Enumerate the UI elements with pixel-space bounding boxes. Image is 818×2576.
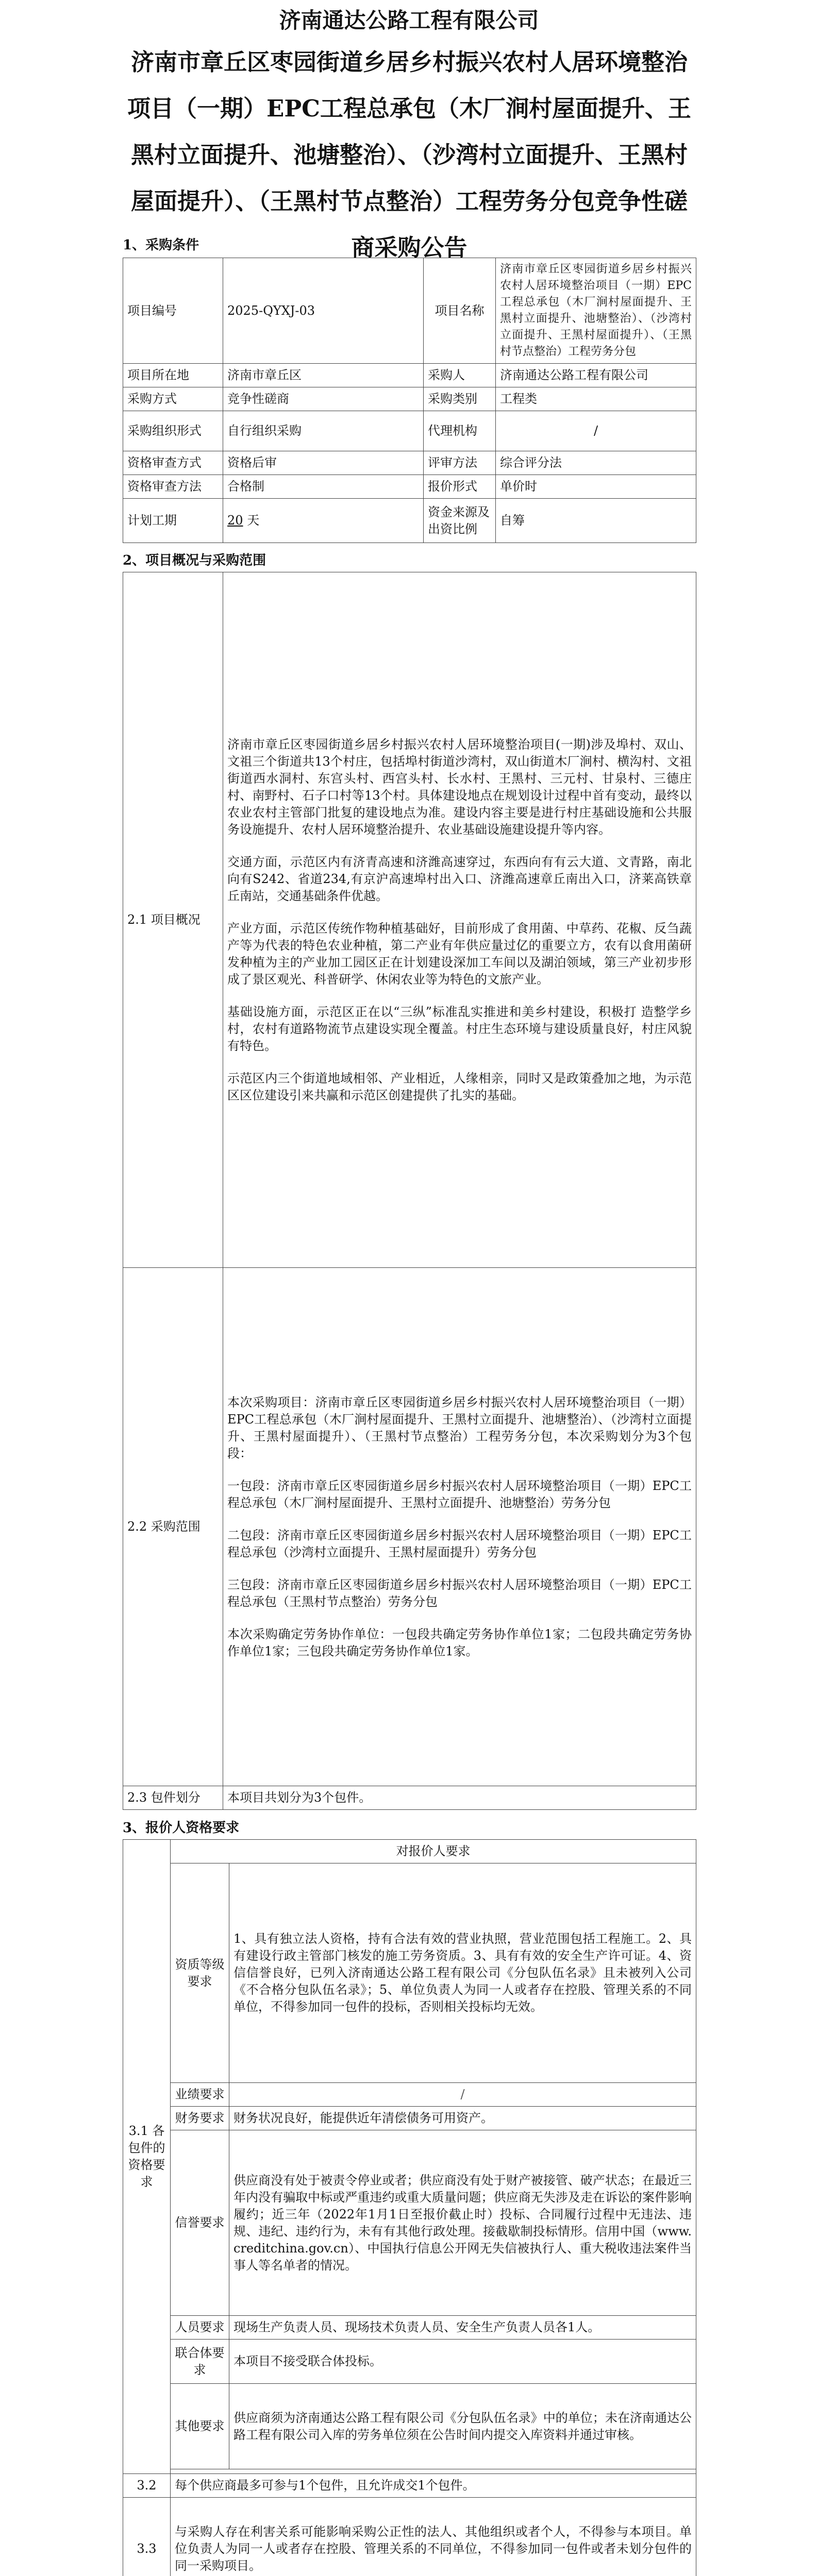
- label-scope: 2.2 采购范围: [123, 1268, 223, 1786]
- label-qual-method: 资格审查方法: [123, 475, 223, 499]
- project-overview-table: [123, 572, 696, 1810]
- label-finance: 财务要求: [171, 2107, 229, 2130]
- label-3-3: 3.3: [123, 2498, 171, 2576]
- scope-para: 本次采购项目：济南市章丘区枣园街道乡居乡村振兴农村人居环境整治项目（一期）EPC工程总承包（木厂涧村屋面提升、王黑村立面提升、池塘整治）、（沙湾村立面提升、王黑村屋面提升）、（王黑村节点整治）工程劳务分包，本次采购划分为3个包段：: [227, 1395, 692, 1461]
- overview-body: [223, 572, 696, 1268]
- value-location: 济南市章丘区: [223, 364, 424, 387]
- value-project-name: 济南市章丘区枣园街道乡居乡村振兴农村人居环境整治项目（一期）EPC工程总承包（木厂涧村屋面提升、王黑村立面提升、池塘整治）、（沙湾村立面提升、王黑村屋面提升）、（王黑村节点整治）工程劳务分包: [496, 258, 696, 364]
- value-qualification: 1、具有独立法人资格，持有合法有效的营业执照，营业范围包括工程施工。2、具有建设行政主管部门核发的施工劳务资质。3、具有有效的安全生产许可证。4、资信信誉良好，已列入济南通达公路工程有限公司《分包队伍名录》且未被列入公司《不合格分包队伍名录》；5、单位负责人为同一人或者存在控股、管理关系的不同单位，不得参加同一包件的投标，否则相关投标均无效。: [229, 1863, 696, 2083]
- scope-body: [223, 1268, 696, 1786]
- label-location: 项目所在地: [123, 364, 223, 387]
- label-lots: 2.3 包件划分: [123, 1786, 223, 1810]
- label-purchaser: 采购人: [424, 364, 496, 387]
- value-purchaser: 济南通达公路工程有限公司: [496, 364, 696, 387]
- overview-para: 产业方面，示范区传统作物种植基础好，目前形成了食用菌、中草药、花椒、反刍蔬产等为代表的特色农业种植，第二产业有年供应量过亿的重要立方，农有以食用菌研发种植为主的产业加工园区正在计划建设深加工车间以及湖泊领域，第三产业初步形成了景区观光、科普研学、休闲农业等为特色的文旅产业。: [227, 921, 692, 987]
- label-category: 采购类别: [424, 387, 496, 411]
- overview-para: 示范区内三个街道地域相邻、产业相近，人缘相亲，同时又是政策叠加之地，为示范区区位建设引来共赢和示范区创建提供了扎实的基础。: [227, 1071, 692, 1103]
- label-performance: 业绩要求: [171, 2083, 229, 2107]
- label-fund: 资金来源及出资比例: [424, 499, 496, 543]
- company-name: 济南通达公路工程有限公司: [279, 8, 539, 33]
- label-project-name: 项目名称: [424, 258, 496, 364]
- value-lots: 本项目共划分为3个包件。: [223, 1786, 696, 1810]
- period-days: 20: [227, 513, 243, 528]
- label-review: 资格审查方式: [123, 451, 223, 475]
- label-project-no: 项目编号: [123, 258, 223, 364]
- label-other: 其他要求: [171, 2384, 229, 2469]
- value-3-3: 与采购人存在利害关系可能影响采购公正性的法人、其他组织或者个人，不得参与本项目。单位负责人为同一人或者存在控股、管理关系的不同单位，不得参加同一包件或者未划分包件的同一采购项目。: [171, 2498, 696, 2576]
- label-credit: 信誉要求: [171, 2130, 229, 2316]
- value-fund: 自筹: [496, 499, 696, 543]
- label-agency: 代理机构: [424, 411, 496, 451]
- value-org-form: 自行组织采购: [223, 411, 424, 451]
- label-overview: 2.1 项目概况: [123, 572, 223, 1268]
- value-review: 资格后审: [223, 451, 424, 475]
- overview-para: 基础设施方面，示范区正在以“三纵”标准乱实推进和美乡村建设，积极打 造整学乡村，农村有道路物流节点建设实现全覆盖。村庄生态环境与建设质量良好，村庄风貌有特色。: [227, 1004, 692, 1053]
- spacer-row: [171, 2469, 696, 2474]
- section-3-title: 3、报价人资格要求: [123, 1820, 240, 1836]
- label-method: 采购方式: [123, 387, 223, 411]
- scope-para: 二包段：济南市章丘区枣园街道乡居乡村振兴农村人居环境整治项目（一期）EPC工程总承包（沙湾村立面提升、王黑村屋面提升）劳务分包: [227, 1528, 692, 1560]
- label-period: 计划工期: [123, 499, 223, 543]
- label-3-1: 3.1 各包件的资格要求: [123, 1840, 171, 2474]
- value-project-no: 2025-QYXJ-03: [223, 258, 424, 364]
- value-performance: /: [229, 2083, 696, 2107]
- value-credit: 供应商没有处于被责令停业或者；供应商没有处于财产被接管、破产状态；在最近三年内没有骗取中标或严重违约或重大质量问题；供应商无失涉及走在诉讼的案件影响履约；近三年（2022年1月1日至报价截止时）投标、合同履行过程中无违法、违规、违纪、违约行为，未有有其他行政处理。接截歇制投标情形。信用中国（www.creditchina.gov.cn）、中国执行信息公开网无失信被执行人、重大税收违法案件当事人等名单者的情况。: [229, 2130, 696, 2316]
- value-category: 工程类: [496, 387, 696, 411]
- label-qualification: 资质等级要求: [171, 1863, 229, 2083]
- section-2-title: 2、项目概况与采购范围: [123, 553, 266, 568]
- value-staff: 现场生产负责人员、现场技术负责人员、安全生产负责人员各1人。: [229, 2316, 696, 2340]
- value-agency: /: [496, 411, 696, 451]
- section-1-title: 1、采购条件: [123, 238, 199, 253]
- overview-para: 交通方面，示范区内有济青高速和济潍高速穿过，东西向有有云大道、文青路，南北向有S242、省道234,有京沪高速埠村出入口、济潍高速章丘南出入口，济莱高铁章丘南站，交通基础条件优越。: [227, 854, 692, 903]
- scope-para: 本次采购确定劳务协作单位：一包段共确定劳务协作单位1家；二包段共确定劳务协作单位1家；三包段共确定劳务协作单位1家。: [227, 1626, 692, 1658]
- scope-para: 三包段：济南市章丘区枣园街道乡居乡村振兴农村人居环境整治项目（一期）EPC工程总承包（王黑村节点整治）劳务分包: [227, 1577, 692, 1609]
- document-title: 济南市章丘区枣园街道乡居乡村振兴农村人居环境整治项目（一期）EPC工程总承包（木厂涧村屋面提升、王黑村立面提升、池塘整治）、（沙湾村立面提升、王黑村屋面提升）、（王黑村节点整治）工程劳务分包竞争性磋商采购公告: [127, 48, 691, 261]
- purchase-conditions-table: [123, 258, 696, 543]
- bidder-requirements-table: [123, 1839, 696, 2576]
- overview-para: 济南市章丘区枣园街道乡居乡村振兴农村人居环境整治项目(一期)涉及埠村、双山、文祖三个街道共13个村庄，包括埠村街道沙湾村，双山街道木厂涧村、横沟村、文祖街道西水洞村、东宫头村、西宫头村、长水村、王黑村、三元村、甘泉村、三德庄村、南野村、石子口村等13个村。具体建设地点在规划设计过程中首有变动，最终以农业农村主管部门批复的建设地点为准。建设内容主要是进行村庄基础设施和公共服务设施提升、农村人居环境整治提升、农业基础设施建设提升等内容。: [227, 737, 692, 837]
- label-staff: 人员要求: [171, 2316, 229, 2340]
- scope-para: 一包段：济南市章丘区枣园街道乡居乡村振兴农村人居环境整治项目（一期）EPC工程总承包（木厂涧村屋面提升、王黑村立面提升、池塘整治）劳务分包: [227, 1478, 692, 1510]
- value-method: 竞争性磋商: [223, 387, 424, 411]
- label-pricing: 报价形式: [424, 475, 496, 499]
- value-other: 供应商须为济南通达公路工程有限公司《分包队伍名录》中的单位；未在济南通达公路工程有限公司入库的劳务单位须在公告时间内提交入库资料并通过审核。: [229, 2384, 696, 2469]
- label-eval: 评审方法: [424, 451, 496, 475]
- value-eval: 综合评分法: [496, 451, 696, 475]
- value-qual-method: 合格制: [223, 475, 424, 499]
- value-finance: 财务状况良好，能提供近年清偿债务可用资产。: [229, 2107, 696, 2130]
- label-org-form: 采购组织形式: [123, 411, 223, 451]
- value-period: [223, 499, 424, 543]
- value-pricing: 单价时: [496, 475, 696, 499]
- period-unit: 天: [247, 513, 260, 528]
- requirement-header: 对报价人要求: [171, 1840, 696, 1863]
- label-union: 联合体要求: [171, 2340, 229, 2384]
- value-union: 本项目不接受联合体投标。: [229, 2340, 696, 2384]
- label-3-2: 3.2: [123, 2474, 171, 2498]
- value-3-2: 每个供应商最多可参与1个包件，且允许成交1个包件。: [171, 2474, 696, 2498]
